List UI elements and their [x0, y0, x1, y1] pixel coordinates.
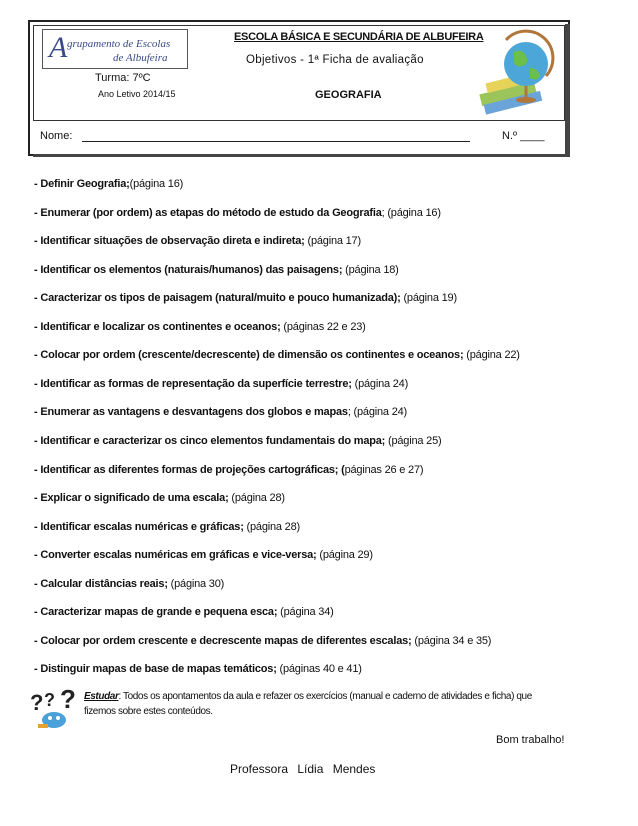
svg-text:?: ?: [44, 690, 55, 710]
svg-text:?: ?: [30, 690, 44, 715]
name-field[interactable]: [82, 141, 470, 142]
objective-text: - Enumerar as vantagens e desvantagens dos globos e mapas: [34, 406, 348, 419]
number-label: N.º ____: [502, 130, 545, 142]
question-marks-icon: [30, 686, 82, 730]
objective-page-ref: (página 18): [342, 263, 399, 276]
objective-item: [34, 635, 491, 647]
objective-text: - Colocar por ordem (crescente/decrescente) de dimensão os continentes e oceanos;: [34, 349, 464, 362]
objective-text: - Enumerar (por ordem) as etapas do método de estudo da Geografia: [34, 206, 382, 219]
objective-page-ref: (páginas 40 e 41): [276, 663, 362, 676]
objective-text: - Converter escalas numéricas em gráficas e vice-versa;: [34, 549, 317, 562]
school-group-logo: [42, 29, 188, 69]
objective-text: - Caracterizar mapas de grande e pequena esca;: [34, 606, 278, 619]
study-note: [84, 689, 554, 719]
objective-item: [34, 349, 520, 361]
closing-greeting: Bom trabalho!: [496, 734, 565, 746]
objective-text: - Colocar por ordem crescente e decrescente mapas de diferentes escalas;: [34, 634, 412, 647]
name-label: Nome:: [40, 130, 73, 142]
objective-item: [34, 606, 334, 618]
objective-text: - Explicar o significado de uma escala;: [34, 492, 229, 505]
objective-page-ref: (páginas 22 e 23): [280, 320, 366, 333]
objective-page-ref: (página 29): [316, 549, 373, 562]
school-name: ESCOLA BÁSICA E SECUNDÁRIA DE ALBUFEIRA: [234, 31, 484, 43]
study-text: : Todos os apontamentos da aula e refazer os exercícios (manual e caderno de atividades e ficha) que fizemos sobre estes conteúdos.: [84, 691, 532, 717]
logo-line-1: grupamento de Escolas: [67, 38, 171, 50]
objective-item: [34, 207, 441, 219]
objective-text: - Distinguir mapas de base de mapas temáticos;: [34, 663, 277, 676]
objective-item: [34, 292, 457, 304]
objective-item: [34, 264, 399, 276]
school-year: Ano Letivo 2014/15: [98, 89, 176, 99]
objective-text: - Identificar escalas numéricas e gráficas;: [34, 520, 244, 533]
objective-item: [34, 663, 362, 675]
study-label: Estudar: [84, 691, 119, 702]
logo-initial: A: [49, 31, 68, 64]
objective-item: [34, 435, 441, 447]
objective-item: [34, 578, 224, 590]
globe-books-icon: [476, 28, 556, 120]
objective-page-ref: (página 17): [304, 235, 361, 248]
document-subtitle: Objetivos - 1ª Ficha de avaliação: [246, 54, 424, 66]
teacher-name: Professora Lídia Mendes: [230, 762, 376, 776]
objective-page-ref: ; (página 16): [381, 206, 441, 219]
objective-page-ref: (página 28): [243, 520, 300, 533]
objective-page-ref: (página 28): [228, 492, 285, 505]
objective-page-ref: ; (página 24): [347, 406, 407, 419]
objective-item: [34, 178, 183, 190]
objective-item: [34, 235, 361, 247]
objective-page-ref: (página 19): [400, 292, 457, 305]
objective-text: - Identificar e localizar os continentes e oceanos;: [34, 320, 281, 333]
objective-page-ref: (página 34): [277, 606, 334, 619]
objective-page-ref: (página 22): [463, 349, 520, 362]
objective-item: [34, 321, 366, 333]
objective-item: [34, 492, 285, 504]
objective-text: - Identificar e caracterizar os cinco elementos fundamentais do mapa;: [34, 434, 386, 447]
subject-name: GEOGRAFIA: [315, 89, 382, 101]
objective-text: - Identificar as diferentes formas de projeções cartográficas; (: [34, 463, 345, 476]
objective-page-ref: (página 24): [351, 377, 409, 390]
objective-page-ref: (página 34 e 35): [411, 634, 492, 647]
objective-text: - Identificar as formas de representação da superfície terrestre;: [34, 377, 352, 390]
svg-text:?: ?: [60, 686, 76, 714]
objective-item: [34, 549, 373, 561]
objective-text: - Caracterizar os tipos de paisagem (natural/muito e pouco humanizada);: [34, 292, 401, 305]
objective-text: - Identificar os elementos (naturais/humanos) das paisagens;: [34, 263, 343, 276]
objective-item: [34, 378, 408, 390]
objective-page-ref: (página 25): [385, 434, 442, 447]
objective-item: [34, 406, 407, 418]
objective-item: [34, 521, 300, 533]
objective-page-ref: páginas 26 e 27): [344, 463, 424, 476]
objective-page-ref: (página 16): [129, 178, 184, 190]
objective-text: - Definir Geografia;: [34, 178, 130, 190]
logo-line-2: de Albufeira: [113, 52, 168, 64]
objective-text: - Identificar situações de observação direta e indireta;: [34, 235, 305, 248]
frame-shadow-bottom: [33, 154, 570, 157]
objective-item: [34, 464, 423, 476]
objective-text: - Calcular distâncias reais;: [34, 577, 168, 590]
class-label: Turma: 7ºC: [95, 72, 151, 84]
objective-page-ref: (página 30): [167, 577, 225, 590]
frame-shadow-right: [565, 24, 570, 156]
